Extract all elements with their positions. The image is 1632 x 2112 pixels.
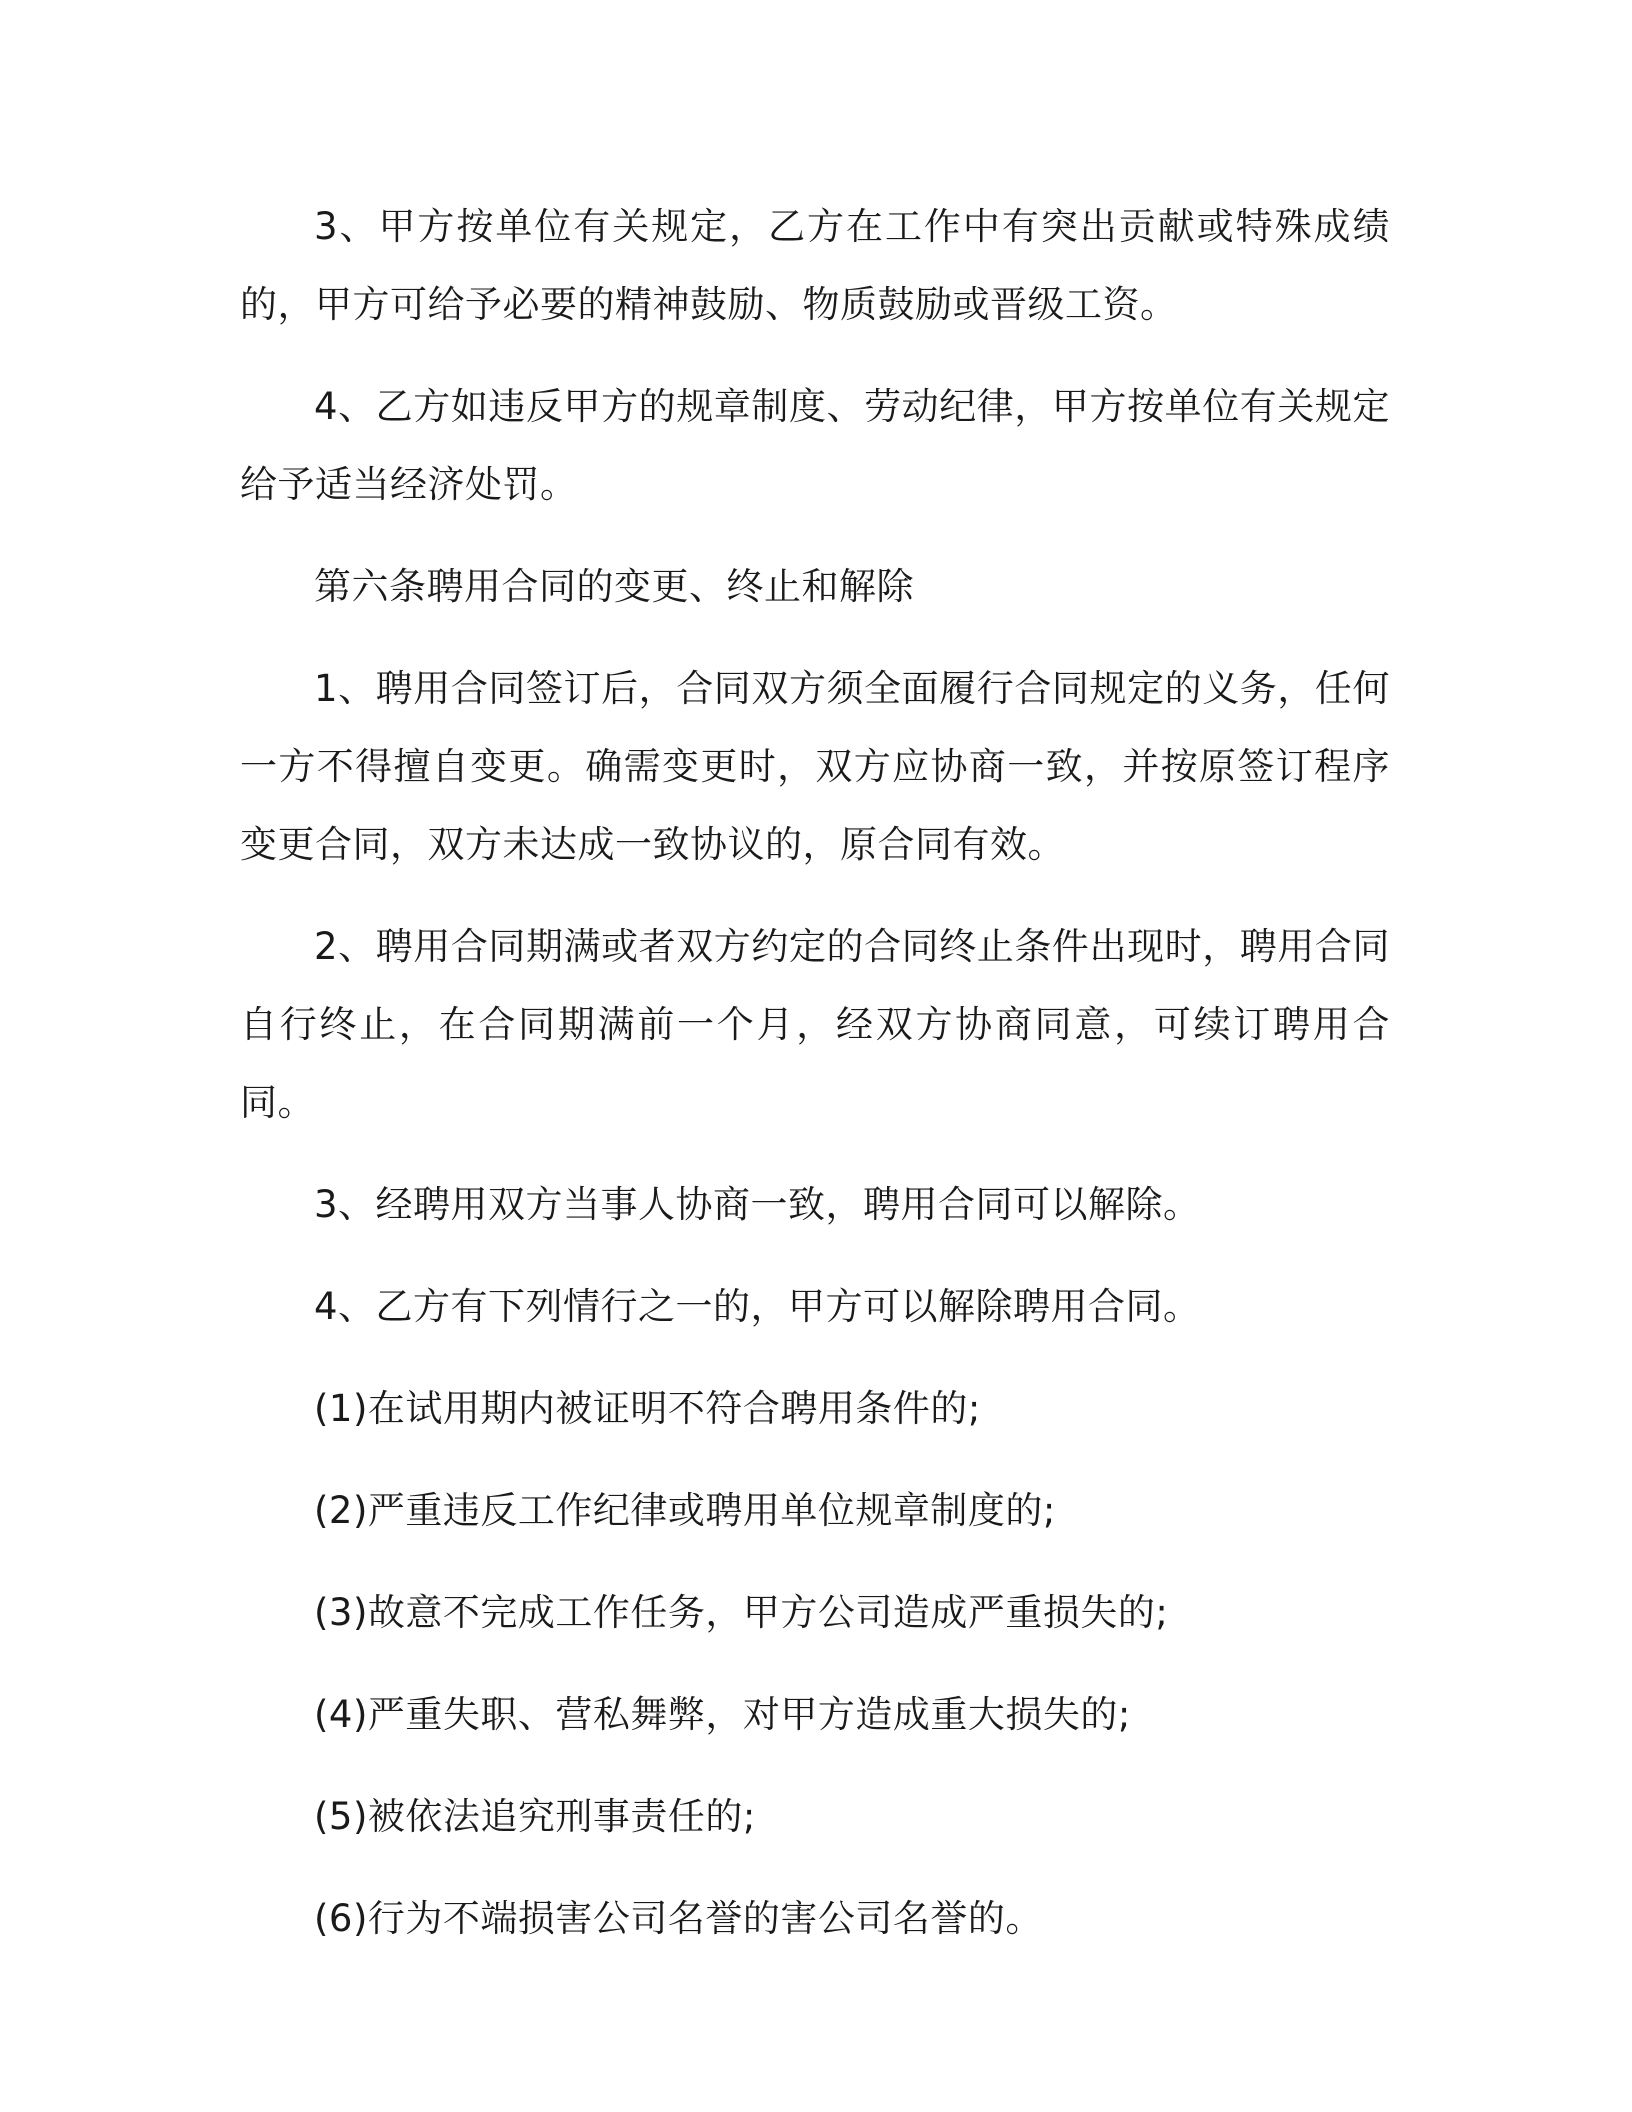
paragraph-dissolution-mutual: 3、经聘用双方当事人协商一致，聘用合同可以解除。 bbox=[314, 1183, 1201, 1226]
paragraph-termination: 2、聘用合同期满或者双方约定的合同终止条件出现时，聘用合同自行终止，在合同期满前一个月，经双方协商同意，可续订聘用合同。 bbox=[240, 925, 1390, 1124]
list-item-condition-2: (2)严重违反工作纪律或聘用单位规章制度的; bbox=[314, 1489, 1056, 1532]
list-item-condition-6: (6)行为不端损害公司名誉的害公司名誉的。 bbox=[314, 1897, 1043, 1940]
paragraph-clause-4-penalties: 4、乙方如违反甲方的规章制度、劳动纪律，甲方按单位有关规定给予适当经济处罚。 bbox=[240, 385, 1390, 506]
list-item-condition-5: (5)被依法追究刑事责任的; bbox=[314, 1795, 756, 1838]
paragraph-change-contract: 1、聘用合同签订后，合同双方须全面履行合同规定的义务，任何一方不得擅自变更。确需变更时，双方应协商一致，并按原签订程序变更合同，双方未达成一致协议的，原合同有效。 bbox=[240, 667, 1390, 866]
document-body bbox=[240, 188, 1390, 1958]
paragraph-dissolution-conditions: 4、乙方有下列情行之一的，甲方可以解除聘用合同。 bbox=[314, 1285, 1201, 1328]
paragraph-clause-3-rewards: 3、甲方按单位有关规定，乙方在工作中有突出贡献或特殊成绩的，甲方可给予必要的精神鼓励、物质鼓励或晋级工资。 bbox=[240, 205, 1390, 326]
list-item-condition-4: (4)严重失职、营私舞弊，对甲方造成重大损失的; bbox=[314, 1693, 1131, 1736]
list-item-condition-1: (1)在试用期内被证明不符合聘用条件的; bbox=[314, 1387, 981, 1430]
list-item-condition-3: (3)故意不完成工作任务，甲方公司造成严重损失的; bbox=[314, 1591, 1169, 1634]
section-heading-article-6: 第六条聘用合同的变更、终止和解除 bbox=[314, 565, 914, 608]
